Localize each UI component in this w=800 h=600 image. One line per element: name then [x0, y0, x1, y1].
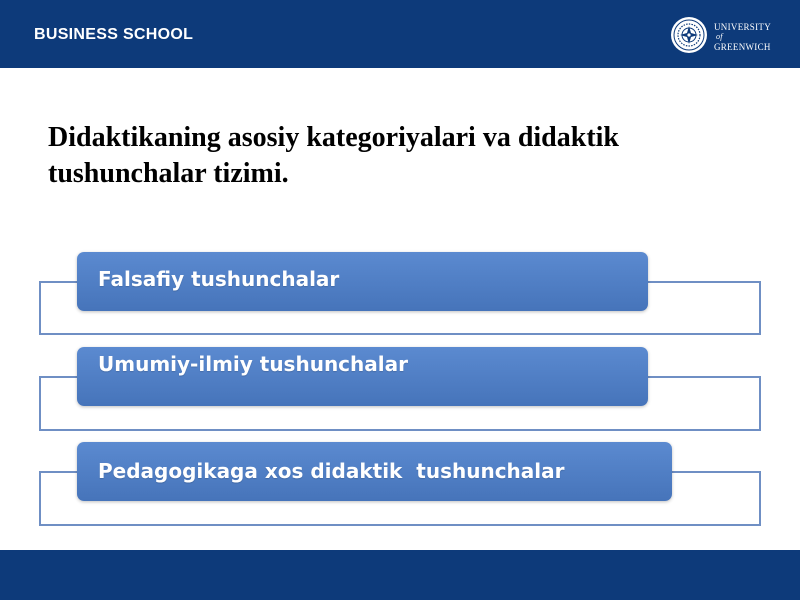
concept-label: Pedagogikaga xos didaktik tushunchalar	[98, 459, 565, 483]
university-seal-icon	[670, 16, 708, 54]
footer-bar	[0, 550, 800, 600]
concept-label: Umumiy-ilmiy tushunchalar	[98, 352, 408, 376]
header-bar	[0, 0, 800, 68]
school-label: BUSINESS SCHOOL	[34, 26, 194, 43]
slide-title: Didaktikaning asosiy kategoriyalari va didaktik tushunchalar tizimi.	[48, 122, 620, 189]
concept-box-falsafiy	[77, 252, 648, 311]
university-logo	[670, 14, 790, 58]
logo-line-of: of	[716, 32, 723, 41]
concept-box-umumiy-ilmiy	[77, 347, 648, 406]
logo-line-university: UNIVERSITY	[714, 22, 771, 32]
logo-text	[714, 22, 771, 52]
logo-line-greenwich: GREENWICH	[714, 42, 771, 52]
concept-label: Falsafiy tushunchalar	[98, 267, 340, 291]
concept-box-pedagogikaga	[77, 442, 672, 501]
